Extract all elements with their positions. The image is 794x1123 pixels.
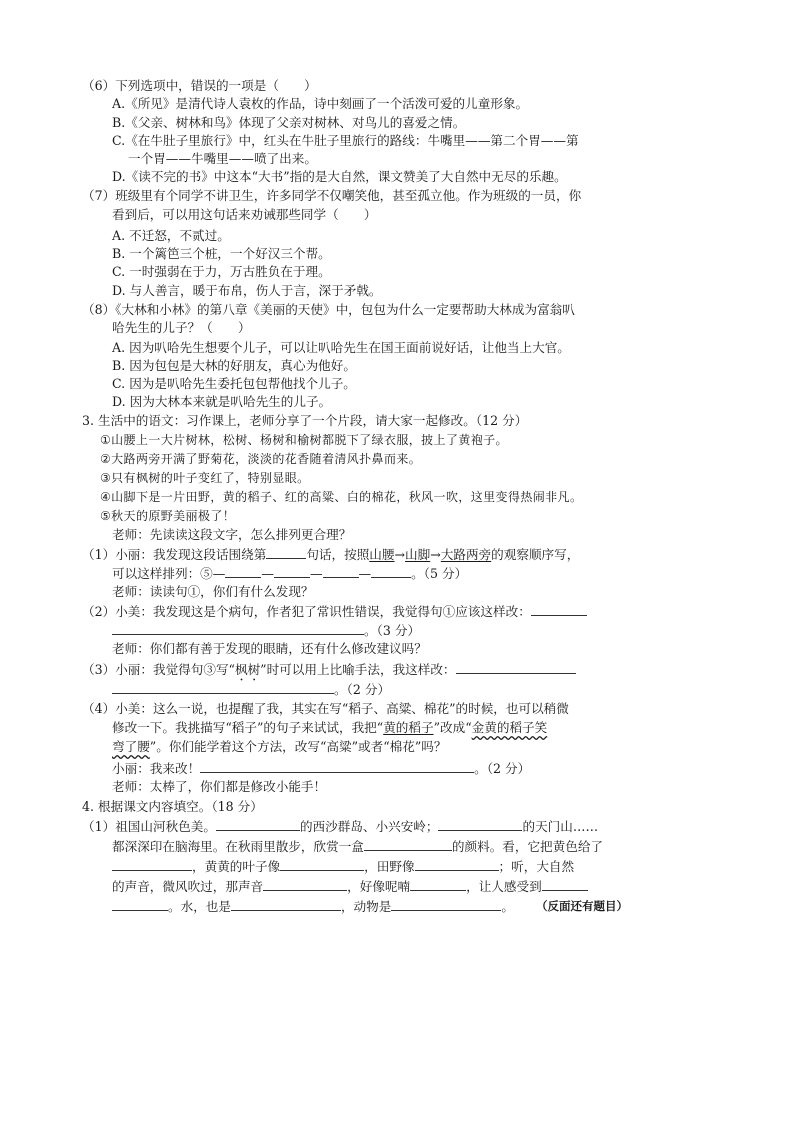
- answer-blank[interactable]: [266, 546, 306, 559]
- fill-text: ，田野像: [364, 859, 415, 874]
- turn-over-note: （反面还有题目）: [536, 899, 628, 913]
- teacher-line-4: 老师：太棒了，你们都是修改小能手！: [112, 779, 327, 794]
- q8-option-d: D. 因为大林本来就是叭哈先生的儿子。: [112, 394, 332, 409]
- answer-blank[interactable]: [415, 858, 499, 871]
- section-3-title: 3. 生活中的语文：习作课上，老师分享了一个片段，请大家一起修改。（12 分）: [82, 413, 528, 428]
- answer-blank[interactable]: [216, 818, 300, 831]
- underlined-text: 大路两旁: [440, 547, 492, 562]
- part-1-text: 可以这样排列：⑤—: [112, 566, 226, 581]
- part-1-text: 句话，按照: [306, 547, 370, 562]
- part-1-text: （1）小丽：我发现这段话围绕第: [82, 547, 267, 562]
- fill-text: ，让人感受到: [466, 879, 542, 894]
- arrow: →: [394, 547, 406, 562]
- q8-option-c: C. 因为是叭哈先生委托包包帮他找个儿子。: [112, 376, 356, 391]
- q8-option-b: B. 因为包包是大林的好朋友，真心为他好。: [112, 358, 356, 373]
- q7-stem: （7）班级里有个同学不讲卫生，许多同学不仅嘲笑他，甚至孤立他。作为班级的一员，你: [82, 188, 582, 203]
- answer-blank[interactable]: [112, 681, 334, 694]
- passage-sentence-3: ③只有枫树的叶子变红了，特别显眼。: [100, 471, 310, 485]
- underlined-text: 山脚: [405, 547, 431, 562]
- part-4-text: 小丽：我来改！: [112, 761, 201, 776]
- arrow: →: [430, 547, 441, 562]
- section-4-title: 4. 根据课文内容填空。（18 分）: [82, 799, 263, 814]
- answer-blank[interactable]: [200, 760, 474, 773]
- part-4-text: ”改成“: [433, 720, 472, 735]
- fill-line-3: [112, 858, 574, 875]
- teacher-line-2: 老师：读读句①，你们有什么发现？: [112, 584, 314, 599]
- part-3-text: （3）小丽：我觉得句③写“: [82, 662, 235, 677]
- answer-blank[interactable]: [542, 878, 588, 891]
- q8-stem: （8）《大林和小林》的第八章《美丽的天使》中，包包为什么一定要帮助大林成为富翁叭: [82, 302, 575, 317]
- part-2-line-2: [112, 622, 420, 639]
- fill-text: 都深深印在脑海里。在秋雨里散步，欣赏一盒: [112, 839, 364, 854]
- part-3-text: ”时可以用上比喻手法，我这样改：: [260, 662, 456, 677]
- wavy-underlined-text: 弯了腰: [112, 739, 150, 754]
- answer-blank[interactable]: [274, 565, 310, 578]
- wavy-underlined-text: 金黄的稻子笑: [471, 720, 548, 735]
- answer-blank[interactable]: [112, 622, 364, 635]
- answer-blank[interactable]: [371, 565, 411, 578]
- teacher-line-1: 老师：先读读这段文字，怎么排列更合理？: [112, 527, 352, 542]
- dash: —: [261, 566, 274, 581]
- answer-blank[interactable]: [410, 878, 466, 891]
- emphasized-text: 枫树: [234, 662, 261, 677]
- part-1-text: 。（5 分）: [411, 566, 468, 581]
- fill-text: ，黄黄的叶子像: [192, 859, 281, 874]
- part-3-text: 。（2 分）: [334, 682, 391, 697]
- dash: —: [309, 566, 323, 581]
- passage-sentence-5: ⑤秋天的原野美丽极了！: [100, 509, 236, 523]
- dash: —: [358, 566, 372, 581]
- fill-text: 的天门山……: [522, 819, 599, 834]
- q6-option-d: D.《读不完的书》中这本“大书”指的是大自然，课文赞美了大自然中无尽的乐趣。: [112, 169, 567, 184]
- q6-option-a: A.《所见》是清代诗人袁枚的作品，诗中刻画了一个活泼可爱的儿童形象。: [112, 96, 529, 111]
- answer-blank[interactable]: [112, 898, 168, 911]
- answer-blank[interactable]: [323, 565, 359, 578]
- answer-blank[interactable]: [225, 565, 261, 578]
- fill-line-1: [82, 818, 598, 835]
- answer-blank[interactable]: [364, 838, 452, 851]
- part-1-line-1: [82, 546, 579, 563]
- fill-line-4: [112, 878, 588, 895]
- q7-stem-cont: 看到后，可以用这句话来劝诫那些同学（ ）: [112, 207, 377, 222]
- teacher-line-3: 老师：你们都有善于发现的眼睛，还有什么修改建议吗？: [112, 641, 427, 656]
- underlined-text: 山腰: [369, 547, 395, 562]
- fill-text: ，好像呢喃: [347, 879, 411, 894]
- q7-option-a: A. 不迁怒，不贰过。: [112, 228, 230, 243]
- part-4-text: 。（2 分）: [474, 761, 531, 776]
- fill-text: 。: [501, 899, 514, 914]
- part-4-line-2: [112, 720, 547, 736]
- part-4-line-4: [112, 760, 530, 777]
- part-3-line-2: [112, 681, 390, 698]
- fill-text: 。水，也是: [168, 899, 231, 914]
- part-1-line-2: [112, 565, 467, 582]
- fill-text: 的声音，微风吹过，那声音: [112, 879, 264, 894]
- part-4-text: ”。你们能学着这个方法，改写“高粱”或者“棉花”吗？: [149, 739, 447, 754]
- answer-blank[interactable]: [438, 818, 522, 831]
- part-4-line-1: （4）小美：这么一说，也提醒了我，其实在写“稻子、高粱、棉花”的时候，也可以稍微: [82, 701, 569, 716]
- answer-blank[interactable]: [531, 603, 587, 616]
- answer-blank[interactable]: [456, 661, 576, 674]
- answer-blank[interactable]: [231, 898, 341, 911]
- fill-text: 的颜料。看，它把黄色给了: [451, 839, 603, 854]
- answer-blank[interactable]: [263, 878, 347, 891]
- fill-text: ；听，大自然: [498, 859, 575, 874]
- fill-text: 的西沙群岛、小兴安岭；: [299, 819, 439, 834]
- fill-text: ，动物是: [340, 899, 392, 914]
- passage-sentence-1: ①山腰上一大片树林，松树、杨树和榆树都脱下了绿衣服，披上了黄袍子。: [100, 433, 508, 447]
- fill-text: （1）祖国山河秋色美。: [82, 819, 216, 834]
- fill-line-2: [112, 838, 603, 855]
- q8-stem-cont: 哈先生的儿子？（ ）: [112, 320, 251, 335]
- q6-option-c-cont: 一个胃——牛嘴里——喷了出来。: [128, 151, 317, 166]
- q6-option-b: B.《父亲、树林和鸟》体现了父亲对树林、对鸟儿的喜爱之情。: [112, 115, 466, 130]
- part-2-line-1: [82, 603, 587, 620]
- q7-option-b: B. 一个篱笆三个桩，一个好汉三个帮。: [112, 246, 331, 261]
- q6-stem: （6）下列选项中，错误的一项是（ ）: [82, 78, 317, 93]
- q7-option-c: C. 一时强弱在于力，万古胜负在于理。: [112, 264, 331, 279]
- part-2-text: 。（3 分）: [364, 623, 421, 638]
- answer-blank[interactable]: [112, 858, 192, 871]
- answer-blank[interactable]: [391, 898, 501, 911]
- q7-option-d: D. 与人善言，暖于布帛，伤人于言，深于矛戟。: [112, 283, 382, 298]
- part-2-text: （2）小美：我发现这是个病句，作者犯了常识性错误，我觉得句①应该这样改：: [82, 604, 531, 619]
- fill-line-5: [112, 898, 514, 915]
- q6-option-c: C.《在牛肚子里旅行》中，红头在牛肚子里旅行的路线：牛嘴里——第二个胃——第: [112, 133, 579, 148]
- part-1-text: 的观察顺序写，: [491, 547, 580, 562]
- q8-option-a: A. 因为叭哈先生想要个儿子，可以让叭哈先生在国王面前说好话，让他当上大官。: [112, 340, 570, 355]
- part-4-text: 修改一下。我挑描写“稻子”的句子来试试，我把“: [112, 720, 384, 735]
- passage-sentence-2: ②大路两旁开满了野菊花，淡淡的花香随着清风扑鼻而来。: [100, 452, 422, 466]
- answer-blank[interactable]: [280, 858, 364, 871]
- passage-sentence-4: ④山脚下是一片田野，黄的稻子、红的高粱、白的棉花，秋风一吹，这里变得热闹非凡。: [100, 490, 583, 504]
- underlined-text: 黄的稻子: [383, 720, 434, 735]
- part-4-line-3: [112, 739, 446, 755]
